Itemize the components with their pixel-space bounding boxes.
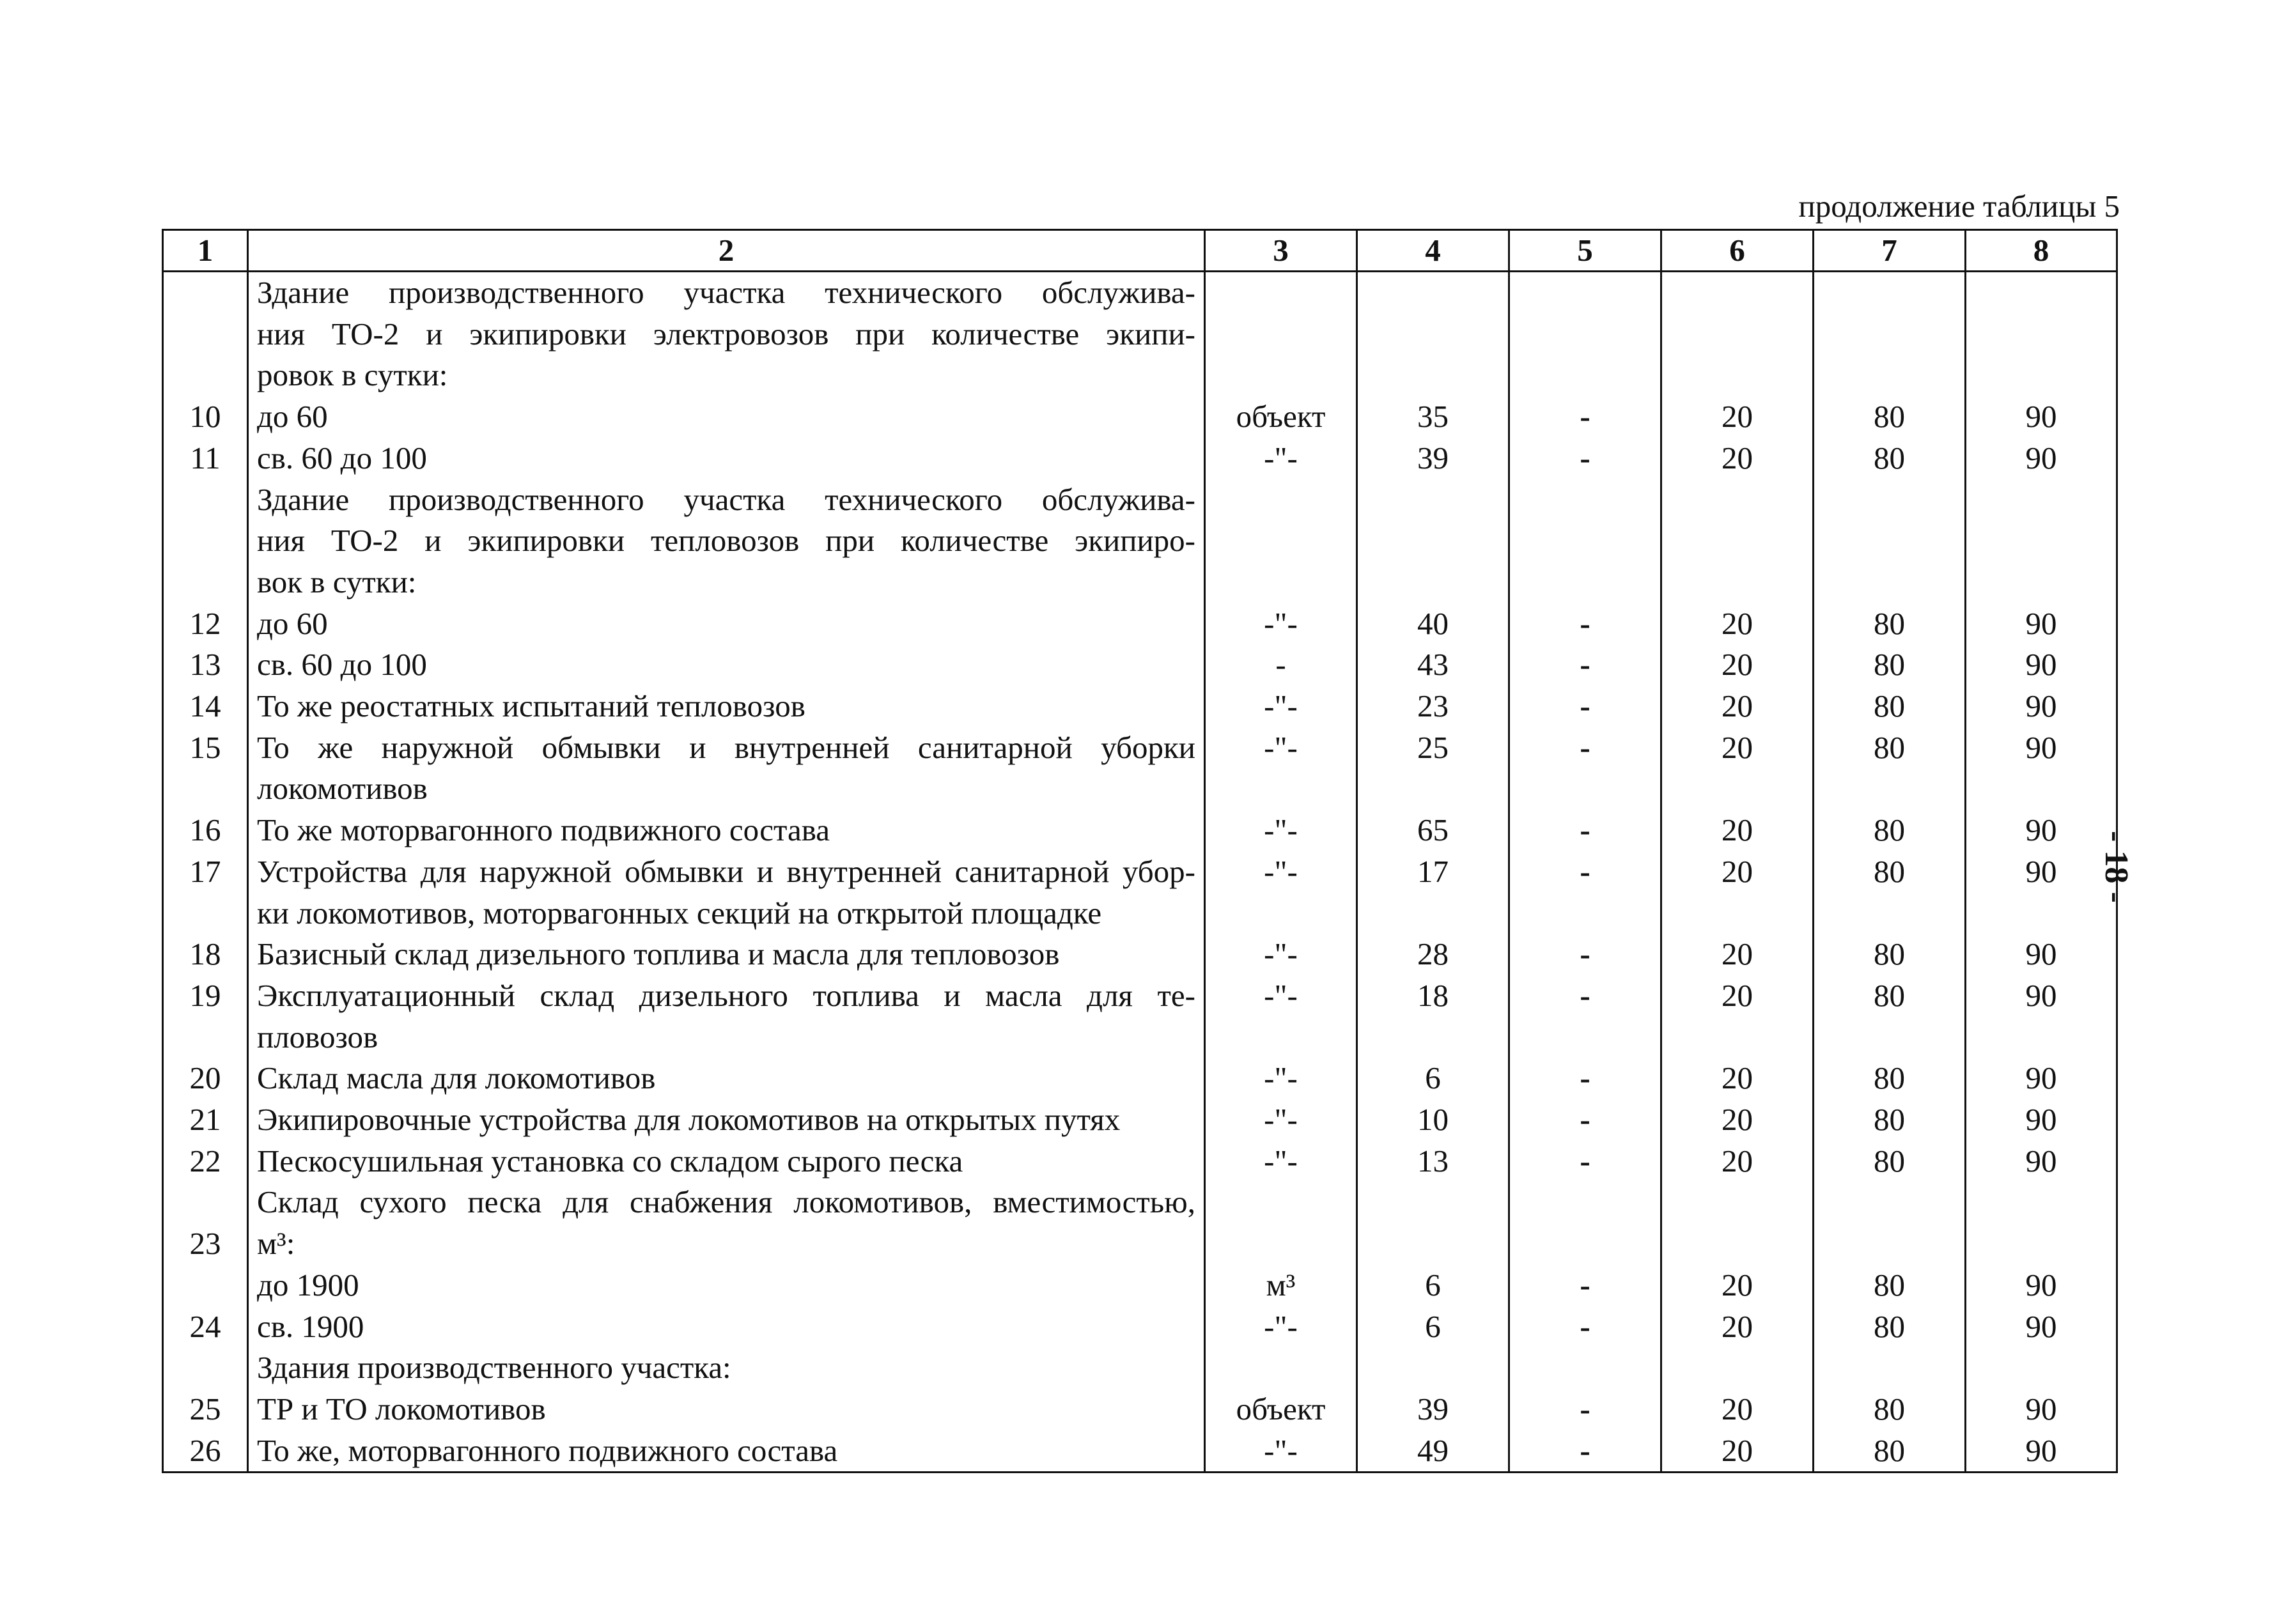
value-cell-col5: -	[1509, 1306, 1661, 1348]
value-cell-col4: 25	[1357, 727, 1509, 810]
row-description-cell	[248, 603, 1205, 645]
unit-cell: -"-	[1205, 1058, 1357, 1099]
unit-cell: -"-	[1205, 603, 1357, 645]
table-row	[163, 644, 2117, 686]
value-cell-col8: 90	[1966, 1099, 2117, 1141]
description-line: м³:	[257, 1226, 295, 1262]
row-description-cell	[248, 479, 1205, 603]
value-cell-col8: 90	[1966, 1389, 2117, 1430]
value-cell-col8: 90	[1966, 934, 2117, 975]
description-line: св. 60 до 100	[257, 647, 427, 683]
value-cell-col6	[1661, 1347, 1814, 1389]
unit-cell: объект	[1205, 1389, 1357, 1430]
table-row	[163, 975, 2117, 1058]
value-cell-col4: 18	[1357, 975, 1509, 1058]
value-cell-col8: 90	[1966, 438, 2117, 479]
value-cell-col5: -	[1509, 644, 1661, 686]
value-cell-col7: 80	[1814, 603, 1966, 645]
row-number-cell: 26	[163, 1430, 248, 1473]
value-cell-col5: -	[1509, 438, 1661, 479]
description-line: То же моторвагонного подвижного состава	[257, 812, 830, 848]
value-cell-col4: 39	[1357, 1389, 1509, 1430]
value-cell-col6: 20	[1661, 438, 1814, 479]
column-header: 5	[1509, 230, 1661, 272]
value-cell-col8	[1966, 1347, 2117, 1389]
value-cell-col5	[1509, 1347, 1661, 1389]
table-row	[163, 438, 2117, 479]
row-number-cell: 24	[163, 1306, 248, 1348]
row-description-cell	[248, 975, 1205, 1058]
value-cell-col4: 6	[1357, 1306, 1509, 1348]
value-cell-col4: 6	[1357, 1182, 1509, 1306]
value-cell-col4: 17	[1357, 851, 1509, 934]
header-row	[163, 230, 2117, 272]
row-description-cell	[248, 272, 1205, 397]
value-cell-col5: -	[1509, 603, 1661, 645]
value-cell-col5: -	[1509, 1058, 1661, 1099]
value-cell-col4: 23	[1357, 686, 1509, 727]
description-line: локомотивов	[257, 771, 428, 807]
row-number-cell	[163, 479, 248, 603]
value-cell-col8: 90	[1966, 727, 2117, 810]
description-line: до 1900	[257, 1267, 359, 1303]
value-cell-col7: 80	[1814, 1099, 1966, 1141]
row-description-cell	[248, 686, 1205, 727]
description-line: ния ТО-2 и экипировки электровозов при количестве экипи-	[257, 316, 1195, 352]
column-header: 1	[163, 230, 248, 272]
row-description-cell	[248, 727, 1205, 810]
value-cell-col8: 90	[1966, 1141, 2117, 1182]
row-description-cell	[248, 1058, 1205, 1099]
description-line: Эксплуатационный склад дизельного топлива и масла для те-	[257, 977, 1195, 1013]
value-cell-col8: 90	[1966, 1182, 2117, 1306]
row-number-cell: 12	[163, 603, 248, 645]
table-row	[163, 1141, 2117, 1182]
row-number-cell: 23	[163, 1182, 248, 1306]
unit-cell: -	[1205, 644, 1357, 686]
value-cell-col7: 80	[1814, 810, 1966, 851]
row-description-cell	[248, 851, 1205, 934]
value-cell-col4: 6	[1357, 1058, 1509, 1099]
column-header: 3	[1205, 230, 1357, 272]
description-line: Здание производственного участка технического обслужива-	[257, 275, 1195, 310]
table-row	[163, 1182, 2117, 1306]
description-line: ния ТО-2 и экипировки тепловозов при количестве экипиро-	[257, 523, 1195, 559]
description-line: пловозов	[257, 1019, 378, 1055]
value-cell-col4: 35	[1357, 396, 1509, 438]
column-header: 7	[1814, 230, 1966, 272]
value-cell-col5: -	[1509, 934, 1661, 975]
table-row	[163, 479, 2117, 603]
description-line: до 60	[257, 605, 328, 641]
row-number-cell: 10	[163, 396, 248, 438]
column-header: 8	[1966, 230, 2117, 272]
row-number-cell: 15	[163, 727, 248, 810]
value-cell-col6: 20	[1661, 1389, 1814, 1430]
value-cell-col8	[1966, 479, 2117, 603]
value-cell-col6: 20	[1661, 686, 1814, 727]
norms-table	[162, 229, 2118, 1473]
value-cell-col8: 90	[1966, 1058, 2117, 1099]
value-cell-col5: -	[1509, 975, 1661, 1058]
description-line: Экипировочные устройства для локомотивов на открытых путях	[257, 1102, 1121, 1138]
value-cell-col6: 20	[1661, 603, 1814, 645]
value-cell-col8	[1966, 272, 2117, 397]
table-row	[163, 396, 2117, 438]
value-cell-col5: -	[1509, 1099, 1661, 1141]
table-row	[163, 1347, 2117, 1389]
unit-cell: объект	[1205, 396, 1357, 438]
value-cell-col6: 20	[1661, 1430, 1814, 1473]
row-number-cell: 21	[163, 1099, 248, 1141]
value-cell-col7: 80	[1814, 686, 1966, 727]
value-cell-col4: 40	[1357, 603, 1509, 645]
description-line: ровок в сутки:	[257, 357, 448, 393]
table-row	[163, 851, 2117, 934]
description-line: ки локомотивов, моторвагонных секций на открытой площадке	[257, 895, 1102, 931]
value-cell-col6: 20	[1661, 975, 1814, 1058]
value-cell-col6: 20	[1661, 851, 1814, 934]
value-cell-col5: -	[1509, 396, 1661, 438]
value-cell-col7: 80	[1814, 438, 1966, 479]
value-cell-col8: 90	[1966, 1306, 2117, 1348]
value-cell-col5: -	[1509, 1182, 1661, 1306]
value-cell-col7: 80	[1814, 396, 1966, 438]
value-cell-col5: -	[1509, 727, 1661, 810]
value-cell-col4	[1357, 272, 1509, 397]
value-cell-col6: 20	[1661, 727, 1814, 810]
table-row	[163, 272, 2117, 397]
value-cell-col6: 20	[1661, 810, 1814, 851]
description-line: Здание производственного участка технического обслужива-	[257, 481, 1195, 517]
value-cell-col5: -	[1509, 851, 1661, 934]
description-line: до 60	[257, 399, 328, 435]
value-cell-col5: -	[1509, 1430, 1661, 1473]
page-number: - 18 -	[2098, 831, 2134, 903]
row-number-cell: 13	[163, 644, 248, 686]
unit-cell: -"-	[1205, 1141, 1357, 1182]
row-description-cell	[248, 438, 1205, 479]
table-row	[163, 934, 2117, 975]
table-row	[163, 1430, 2117, 1473]
table-row	[163, 1099, 2117, 1141]
value-cell-col6: 20	[1661, 396, 1814, 438]
row-number-cell: 18	[163, 934, 248, 975]
value-cell-col6	[1661, 272, 1814, 397]
value-cell-col5: -	[1509, 686, 1661, 727]
unit-cell: -"-	[1205, 810, 1357, 851]
row-description-cell	[248, 1306, 1205, 1348]
value-cell-col4: 65	[1357, 810, 1509, 851]
unit-cell	[1205, 1347, 1357, 1389]
row-description-cell	[248, 1389, 1205, 1430]
value-cell-col6: 20	[1661, 1306, 1814, 1348]
row-number-cell	[163, 272, 248, 397]
column-header: 6	[1661, 230, 1814, 272]
row-number-cell	[163, 1347, 248, 1389]
table-row	[163, 1389, 2117, 1430]
table-row	[163, 603, 2117, 645]
row-number-cell: 19	[163, 975, 248, 1058]
value-cell-col7: 80	[1814, 934, 1966, 975]
value-cell-col6: 20	[1661, 1182, 1814, 1306]
table-row	[163, 810, 2117, 851]
value-cell-col4: 10	[1357, 1099, 1509, 1141]
row-description-cell	[248, 644, 1205, 686]
description-line: ТР и ТО локомотивов	[257, 1391, 546, 1427]
description-line: св. 60 до 100	[257, 440, 427, 476]
value-cell-col5	[1509, 272, 1661, 397]
description-line: вок в сутки:	[257, 564, 417, 599]
value-cell-col8: 90	[1966, 644, 2117, 686]
description-line: То же наружной обмывки и внутренней санитарной уборки	[257, 729, 1195, 765]
value-cell-col7: 80	[1814, 644, 1966, 686]
row-description-cell	[248, 1347, 1205, 1389]
table-row	[163, 1058, 2117, 1099]
unit-cell	[1205, 479, 1357, 603]
value-cell-col7: 80	[1814, 1430, 1966, 1473]
row-description-cell	[248, 1182, 1205, 1306]
row-number-cell: 22	[163, 1141, 248, 1182]
unit-cell: м³	[1205, 1182, 1357, 1306]
row-description-cell	[248, 1141, 1205, 1182]
value-cell-col5: -	[1509, 1389, 1661, 1430]
unit-cell: -"-	[1205, 686, 1357, 727]
value-cell-col6: 20	[1661, 644, 1814, 686]
value-cell-col8: 90	[1966, 975, 2117, 1058]
value-cell-col8: 90	[1966, 603, 2117, 645]
value-cell-col7	[1814, 479, 1966, 603]
value-cell-col6: 20	[1661, 1141, 1814, 1182]
unit-cell: -"-	[1205, 1430, 1357, 1473]
description-line: Устройства для наружной обмывки и внутренней санитарной убор-	[257, 853, 1195, 889]
value-cell-col4: 49	[1357, 1430, 1509, 1473]
unit-cell: -"-	[1205, 851, 1357, 934]
value-cell-col6: 20	[1661, 1099, 1814, 1141]
value-cell-col8: 90	[1966, 851, 2117, 934]
row-number-cell: 14	[163, 686, 248, 727]
value-cell-col4: 13	[1357, 1141, 1509, 1182]
value-cell-col5: -	[1509, 810, 1661, 851]
row-number-cell: 17	[163, 851, 248, 934]
column-header: 4	[1357, 230, 1509, 272]
row-number-cell: 11	[163, 438, 248, 479]
value-cell-col5	[1509, 479, 1661, 603]
value-cell-col6: 20	[1661, 934, 1814, 975]
description-line: св. 1900	[257, 1308, 364, 1344]
unit-cell: -"-	[1205, 438, 1357, 479]
column-header: 2	[248, 230, 1205, 272]
value-cell-col4: 39	[1357, 438, 1509, 479]
value-cell-col7: 80	[1814, 851, 1966, 934]
value-cell-col7: 80	[1814, 975, 1966, 1058]
value-cell-col7	[1814, 1347, 1966, 1389]
row-description-cell	[248, 810, 1205, 851]
value-cell-col7: 80	[1814, 1389, 1966, 1430]
table-body	[163, 272, 2117, 1473]
value-cell-col7: 80	[1814, 1058, 1966, 1099]
row-description-cell	[248, 1430, 1205, 1473]
row-number-cell: 16	[163, 810, 248, 851]
value-cell-col7: 80	[1814, 1182, 1966, 1306]
value-cell-col7: 80	[1814, 727, 1966, 810]
value-cell-col6: 20	[1661, 1058, 1814, 1099]
value-cell-col4: 28	[1357, 934, 1509, 975]
row-description-cell	[248, 396, 1205, 438]
value-cell-col7	[1814, 272, 1966, 397]
unit-cell: -"-	[1205, 934, 1357, 975]
table-caption: продолжение таблицы 5	[1798, 189, 2120, 224]
table-row	[163, 686, 2117, 727]
row-number-cell: 20	[163, 1058, 248, 1099]
value-cell-col5: -	[1509, 1141, 1661, 1182]
table-row	[163, 727, 2117, 810]
value-cell-col4: 43	[1357, 644, 1509, 686]
unit-cell: -"-	[1205, 1306, 1357, 1348]
value-cell-col8: 90	[1966, 686, 2117, 727]
value-cell-col6	[1661, 479, 1814, 603]
description-line: Склад сухого песка для снабжения локомотивов, вместимостью,	[257, 1184, 1195, 1220]
value-cell-col8: 90	[1966, 810, 2117, 851]
unit-cell: -"-	[1205, 1099, 1357, 1141]
description-line: То же, моторвагонного подвижного состава	[257, 1432, 838, 1468]
description-line: Склад масла для локомотивов	[257, 1060, 656, 1096]
row-number-cell: 25	[163, 1389, 248, 1430]
value-cell-col8: 90	[1966, 1430, 2117, 1473]
unit-cell: -"-	[1205, 727, 1357, 810]
description-line: Базисный склад дизельного топлива и масла для тепловозов	[257, 936, 1060, 972]
unit-cell	[1205, 272, 1357, 397]
description-line: Пескосушильная установка со складом сырого песка	[257, 1143, 963, 1179]
value-cell-col4	[1357, 1347, 1509, 1389]
value-cell-col4	[1357, 479, 1509, 603]
row-description-cell	[248, 934, 1205, 975]
table-row	[163, 1306, 2117, 1348]
value-cell-col7: 80	[1814, 1306, 1966, 1348]
description-line: То же реостатных испытаний тепловозов	[257, 688, 805, 724]
row-description-cell	[248, 1099, 1205, 1141]
value-cell-col8: 90	[1966, 396, 2117, 438]
value-cell-col7: 80	[1814, 1141, 1966, 1182]
description-line: Здания производственного участка:	[257, 1350, 731, 1386]
unit-cell: -"-	[1205, 975, 1357, 1058]
